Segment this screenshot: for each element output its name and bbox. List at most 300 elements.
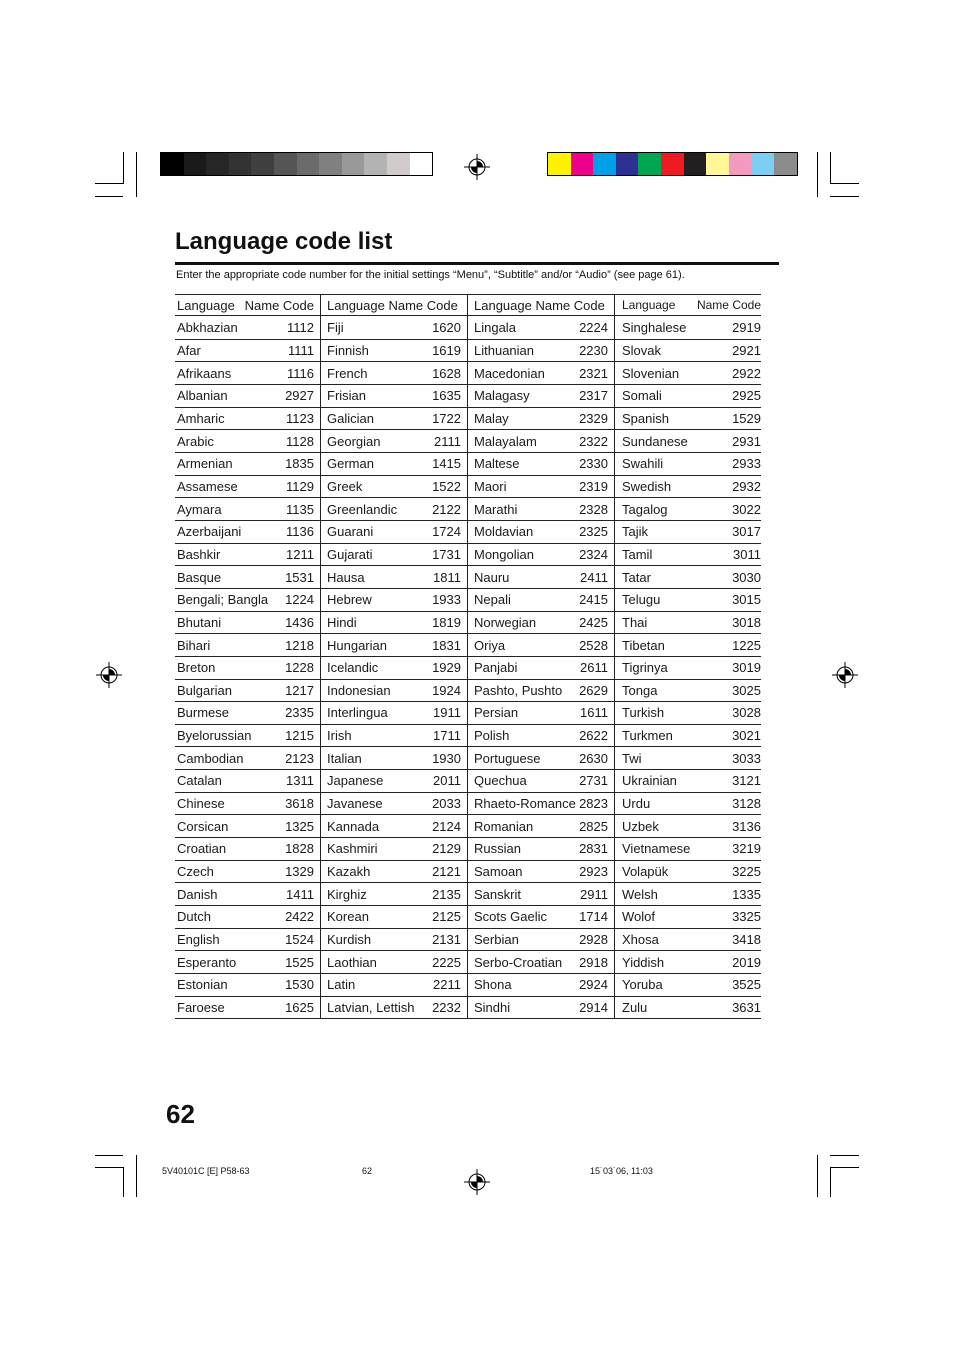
language-name: Kirghiz bbox=[327, 886, 367, 902]
crop-mark bbox=[123, 1167, 124, 1197]
color-swatch bbox=[638, 153, 661, 175]
table-row bbox=[468, 612, 614, 635]
table-row bbox=[175, 680, 320, 703]
crop-mark bbox=[95, 183, 123, 184]
color-swatch bbox=[364, 153, 387, 175]
crop-mark bbox=[830, 1167, 859, 1168]
language-name: Polish bbox=[474, 728, 510, 744]
table-row bbox=[175, 815, 320, 838]
language-name: Afar bbox=[177, 342, 201, 358]
table-row bbox=[615, 770, 761, 793]
language-name: Bashkir bbox=[177, 546, 221, 562]
table-row bbox=[321, 589, 467, 612]
table-row bbox=[175, 521, 320, 544]
crop-mark bbox=[830, 1155, 859, 1156]
table-row bbox=[321, 521, 467, 544]
table-row bbox=[321, 566, 467, 589]
language-code: 1123 bbox=[286, 410, 314, 426]
table-row bbox=[615, 883, 761, 906]
language-name: Singhalese bbox=[622, 320, 687, 336]
crop-mark bbox=[830, 1167, 831, 1197]
language-name: Estonian bbox=[177, 977, 228, 993]
language-code: 3011 bbox=[733, 546, 761, 562]
language-name: Assamese bbox=[177, 478, 238, 494]
language-name: Turkish bbox=[622, 705, 665, 721]
table-row bbox=[175, 408, 320, 431]
language-name: Bihari bbox=[177, 637, 211, 653]
language-code: 1525 bbox=[285, 954, 314, 970]
language-code: 2629 bbox=[579, 682, 608, 698]
language-code: 1211 bbox=[286, 546, 314, 562]
language-name: Finnish bbox=[327, 342, 369, 358]
table-column-2 bbox=[320, 294, 467, 1019]
table-column-3 bbox=[467, 294, 614, 1019]
table-row bbox=[468, 589, 614, 612]
language-name: Slovak bbox=[622, 342, 662, 358]
language-name: Marathi bbox=[474, 501, 518, 517]
table-row bbox=[321, 634, 467, 657]
table-row bbox=[321, 498, 467, 521]
language-name: Bulgarian bbox=[177, 682, 232, 698]
language-name: Hebrew bbox=[327, 592, 372, 608]
language-name: Laothian bbox=[327, 954, 377, 970]
language-code: 2225 bbox=[432, 954, 461, 970]
table-row bbox=[468, 680, 614, 703]
language-name: Malayalam bbox=[474, 433, 537, 449]
table-row bbox=[468, 430, 614, 453]
language-code: 1215 bbox=[285, 728, 314, 744]
language-name: Yoruba bbox=[622, 977, 663, 993]
language-code-table bbox=[175, 294, 761, 1019]
language-code: 1415 bbox=[432, 456, 461, 472]
language-code: 2124 bbox=[432, 818, 461, 834]
table-row bbox=[175, 883, 320, 906]
table-row bbox=[615, 476, 761, 499]
table-row bbox=[175, 838, 320, 861]
table-row bbox=[468, 929, 614, 952]
language-code: 3325 bbox=[732, 909, 761, 925]
language-code: 3225 bbox=[732, 864, 761, 880]
table-row bbox=[175, 634, 320, 657]
language-name: Corsican bbox=[177, 818, 229, 834]
language-name: Somali bbox=[622, 388, 662, 404]
table-row bbox=[468, 906, 614, 929]
title-rule bbox=[175, 262, 779, 265]
table-row bbox=[468, 657, 614, 680]
table-row bbox=[468, 566, 614, 589]
table-row bbox=[321, 702, 467, 725]
language-code: 3028 bbox=[732, 705, 761, 721]
table-row bbox=[615, 815, 761, 838]
table-row bbox=[468, 544, 614, 567]
table-row bbox=[615, 589, 761, 612]
table-row bbox=[175, 951, 320, 974]
language-name: Hindi bbox=[327, 614, 357, 630]
language-name: Lithuanian bbox=[474, 342, 534, 358]
language-name: Swahili bbox=[622, 456, 664, 472]
language-name: Malay bbox=[474, 410, 509, 426]
table-row bbox=[615, 408, 761, 431]
table-row bbox=[321, 544, 467, 567]
language-code: 1722 bbox=[432, 410, 461, 426]
language-code: 2911 bbox=[580, 886, 608, 902]
table-row bbox=[615, 974, 761, 997]
language-name: Shona bbox=[474, 977, 512, 993]
language-name: Catalan bbox=[177, 773, 222, 789]
table-row bbox=[321, 815, 467, 838]
language-name: Cambodian bbox=[177, 750, 244, 766]
language-name: Tigrinya bbox=[622, 660, 668, 676]
language-name: Maltese bbox=[474, 456, 520, 472]
page-number: 62 bbox=[166, 1099, 195, 1129]
color-swatch bbox=[548, 153, 571, 175]
registration-mark-icon bbox=[464, 1169, 490, 1195]
language-name: Samoan bbox=[474, 864, 523, 880]
language-code: 2317 bbox=[579, 388, 608, 404]
color-swatch bbox=[774, 153, 797, 175]
table-row bbox=[321, 680, 467, 703]
language-code: 2528 bbox=[579, 637, 608, 653]
language-name: Armenian bbox=[177, 456, 233, 472]
table-row bbox=[175, 725, 320, 748]
table-row bbox=[468, 408, 614, 431]
language-name: Norwegian bbox=[474, 614, 537, 630]
language-code: 1831 bbox=[432, 637, 461, 653]
language-code: 1619 bbox=[432, 342, 461, 358]
table-row bbox=[321, 612, 467, 635]
color-swatch bbox=[661, 153, 684, 175]
table-row bbox=[615, 544, 761, 567]
registration-mark-icon bbox=[832, 662, 858, 688]
language-code: 3018 bbox=[732, 614, 761, 630]
language-code: 2914 bbox=[579, 1000, 608, 1016]
color-swatch bbox=[251, 153, 274, 175]
language-code: 2328 bbox=[579, 501, 608, 517]
language-code: 2925 bbox=[732, 388, 761, 404]
language-code: 1711 bbox=[433, 728, 461, 744]
language-code: 2731 bbox=[579, 773, 608, 789]
language-name: Bhutani bbox=[177, 614, 222, 630]
table-row bbox=[321, 974, 467, 997]
column-header bbox=[615, 294, 761, 316]
language-code: 1522 bbox=[432, 478, 461, 494]
language-code: 1116 bbox=[287, 365, 314, 381]
language-code: 3128 bbox=[732, 796, 761, 812]
language-code: 1530 bbox=[285, 977, 314, 993]
language-name: French bbox=[327, 365, 368, 381]
language-name: Georgian bbox=[327, 433, 381, 449]
table-row bbox=[321, 725, 467, 748]
table-row bbox=[468, 476, 614, 499]
footer-left: 5V40101C [E] P58-63 bbox=[162, 1166, 250, 1176]
language-code: 2921 bbox=[732, 342, 761, 358]
table-row bbox=[615, 997, 761, 1020]
language-code: 2928 bbox=[579, 932, 608, 948]
language-code: 2211 bbox=[433, 977, 461, 993]
crop-mark bbox=[830, 152, 831, 184]
language-code: 1217 bbox=[285, 682, 314, 698]
language-code: 1929 bbox=[432, 660, 461, 676]
language-name: Urdu bbox=[622, 796, 651, 812]
language-name: Hausa bbox=[327, 569, 365, 585]
crop-mark bbox=[830, 183, 859, 184]
language-code: 2411 bbox=[580, 569, 608, 585]
language-name: Uzbek bbox=[622, 818, 659, 834]
table-row bbox=[175, 747, 320, 770]
table-row bbox=[321, 430, 467, 453]
table-row bbox=[615, 612, 761, 635]
language-code: 1325 bbox=[285, 818, 314, 834]
table-row bbox=[468, 997, 614, 1020]
footer-right: 15˙03˙06, 11:03 bbox=[590, 1166, 653, 1176]
table-row bbox=[321, 453, 467, 476]
table-row bbox=[175, 430, 320, 453]
language-name: Wolof bbox=[622, 909, 655, 925]
table-row bbox=[615, 793, 761, 816]
table-row bbox=[321, 408, 467, 431]
language-name: Latvian, Lettish bbox=[327, 1000, 415, 1016]
table-row bbox=[321, 861, 467, 884]
language-code: 1933 bbox=[432, 592, 461, 608]
crop-mark bbox=[136, 152, 137, 197]
language-name: Albanian bbox=[177, 388, 228, 404]
language-code: 1924 bbox=[432, 682, 461, 698]
table-row bbox=[175, 906, 320, 929]
table-row bbox=[468, 521, 614, 544]
language-name: Persian bbox=[474, 705, 519, 721]
language-name: Abkhazian bbox=[177, 320, 238, 336]
language-name: Aymara bbox=[177, 501, 222, 517]
table-row bbox=[468, 340, 614, 363]
table-row bbox=[321, 317, 467, 340]
page-title: Language code list bbox=[175, 228, 393, 255]
language-name: Tonga bbox=[622, 682, 658, 698]
language-name: Latin bbox=[327, 977, 356, 993]
language-name: Sundanese bbox=[622, 433, 688, 449]
language-name: Kashmiri bbox=[327, 841, 378, 857]
crop-mark bbox=[817, 1155, 818, 1197]
crop-mark bbox=[95, 196, 123, 197]
language-name: Telugu bbox=[622, 592, 661, 608]
table-row bbox=[321, 793, 467, 816]
language-name: Oriya bbox=[474, 637, 506, 653]
color-swatch bbox=[706, 153, 729, 175]
language-code: 2611 bbox=[580, 660, 608, 676]
table-row bbox=[175, 657, 320, 680]
footer-center: 62 bbox=[362, 1166, 373, 1176]
table-row bbox=[468, 951, 614, 974]
language-code: 2425 bbox=[579, 614, 608, 630]
table-row bbox=[175, 612, 320, 635]
language-code: 2111 bbox=[434, 433, 461, 449]
language-code: 1129 bbox=[286, 478, 314, 494]
language-name: Serbo-Croatian bbox=[474, 954, 563, 970]
language-code: 2135 bbox=[432, 886, 461, 902]
column-header bbox=[321, 294, 467, 316]
language-code: 2922 bbox=[732, 365, 761, 381]
language-name: Macedonian bbox=[474, 365, 545, 381]
language-code: 1228 bbox=[285, 660, 314, 676]
table-row bbox=[468, 861, 614, 884]
color-swatch bbox=[751, 153, 774, 175]
color-swatch bbox=[229, 153, 252, 175]
table-row bbox=[615, 521, 761, 544]
language-name: Tagalog bbox=[622, 501, 668, 517]
color-swatch bbox=[161, 153, 184, 175]
table-row bbox=[615, 951, 761, 974]
language-code: 1611 bbox=[580, 705, 608, 721]
language-name: Sindhi bbox=[474, 1000, 511, 1016]
language-name: Korean bbox=[327, 909, 369, 925]
table-row bbox=[468, 815, 614, 838]
language-name: Greek bbox=[327, 478, 363, 494]
color-swatch bbox=[387, 153, 410, 175]
table-row bbox=[175, 385, 320, 408]
language-name: Esperanto bbox=[177, 954, 237, 970]
table-row bbox=[175, 362, 320, 385]
language-code: 2932 bbox=[732, 478, 761, 494]
language-code: 3219 bbox=[732, 841, 761, 857]
language-code: 1930 bbox=[432, 750, 461, 766]
language-code: 2319 bbox=[579, 478, 608, 494]
language-name: Volapük bbox=[622, 864, 669, 880]
table-row bbox=[468, 838, 614, 861]
language-name: Breton bbox=[177, 660, 216, 676]
language-name: Yiddish bbox=[622, 954, 665, 970]
table-row bbox=[321, 951, 467, 974]
table-row bbox=[468, 634, 614, 657]
language-name: Welsh bbox=[622, 886, 658, 902]
color-swatch bbox=[593, 153, 616, 175]
table-row bbox=[615, 362, 761, 385]
table-row bbox=[468, 385, 614, 408]
language-name: Guarani bbox=[327, 524, 374, 540]
table-row bbox=[321, 476, 467, 499]
language-code: 1731 bbox=[432, 546, 461, 562]
table-row bbox=[175, 476, 320, 499]
table-column-1 bbox=[175, 294, 320, 1019]
table-row bbox=[615, 725, 761, 748]
table-row bbox=[321, 362, 467, 385]
crop-mark bbox=[95, 1167, 123, 1168]
language-code: 1524 bbox=[285, 932, 314, 948]
language-code: 1911 bbox=[433, 705, 461, 721]
language-name: Indonesian bbox=[327, 682, 391, 698]
language-code: 2121 bbox=[432, 864, 461, 880]
language-code: 3030 bbox=[732, 569, 761, 585]
language-name: Danish bbox=[177, 886, 218, 902]
language-code: 2224 bbox=[579, 320, 608, 336]
language-code: 1111 bbox=[287, 342, 314, 358]
language-code: 2630 bbox=[579, 750, 608, 766]
language-code: 1529 bbox=[732, 410, 761, 426]
table-row bbox=[468, 883, 614, 906]
language-code: 1635 bbox=[432, 388, 461, 404]
language-name: Gujarati bbox=[327, 546, 373, 562]
language-name: Japanese bbox=[327, 773, 384, 789]
language-name: Sanskrit bbox=[474, 886, 521, 902]
language-name: Malagasy bbox=[474, 388, 530, 404]
crop-mark bbox=[136, 1155, 137, 1197]
language-code: 2918 bbox=[579, 954, 608, 970]
table-row bbox=[468, 453, 614, 476]
language-name: Tibetan bbox=[622, 637, 665, 653]
language-code: 2823 bbox=[579, 796, 608, 812]
language-name: Irish bbox=[327, 728, 352, 744]
language-code: 1811 bbox=[433, 569, 461, 585]
language-name: German bbox=[327, 456, 374, 472]
language-code: 2123 bbox=[285, 750, 314, 766]
table-row bbox=[175, 861, 320, 884]
language-name: Frisian bbox=[327, 388, 367, 404]
language-name: Vietnamese bbox=[622, 841, 691, 857]
language-name: Amharic bbox=[177, 410, 225, 426]
language-code: 3618 bbox=[285, 796, 314, 812]
table-row bbox=[175, 702, 320, 725]
language-name: Moldavian bbox=[474, 524, 534, 540]
language-code: 2321 bbox=[579, 365, 608, 381]
language-code: 2011 bbox=[433, 773, 461, 789]
language-name: Slovenian bbox=[622, 365, 680, 381]
language-code: 2033 bbox=[432, 796, 461, 812]
language-code: 2919 bbox=[732, 320, 761, 336]
language-code: 2622 bbox=[579, 728, 608, 744]
language-name: English bbox=[177, 932, 220, 948]
table-row bbox=[468, 793, 614, 816]
language-code: 2019 bbox=[732, 954, 761, 970]
table-row bbox=[615, 657, 761, 680]
table-row bbox=[321, 340, 467, 363]
language-name: Thai bbox=[622, 614, 648, 630]
table-row bbox=[615, 702, 761, 725]
language-name: Twi bbox=[622, 750, 642, 766]
language-code: 3022 bbox=[732, 501, 761, 517]
color-swatch bbox=[684, 153, 707, 175]
table-row bbox=[175, 997, 320, 1020]
language-code: 1625 bbox=[285, 1000, 314, 1016]
language-name: Lingala bbox=[474, 320, 516, 336]
table-row bbox=[321, 906, 467, 929]
language-code: 2325 bbox=[579, 524, 608, 540]
table-row bbox=[615, 929, 761, 952]
grayscale-calibration-bar bbox=[160, 152, 433, 176]
language-code: 2232 bbox=[432, 1000, 461, 1016]
color-swatch bbox=[319, 153, 342, 175]
table-row bbox=[615, 453, 761, 476]
language-name: Rhaeto-Romance bbox=[474, 796, 576, 812]
language-name: Romanian bbox=[474, 818, 534, 834]
language-code: 2324 bbox=[579, 546, 608, 562]
language-code: 3033 bbox=[732, 750, 761, 766]
table-row bbox=[175, 770, 320, 793]
language-name: Tamil bbox=[622, 546, 653, 562]
intro-text: Enter the appropriate code number for the initial settings “Menu”, “Subtitle” and/or “Audio” (see page 61). bbox=[176, 269, 685, 281]
language-name: Russian bbox=[474, 841, 521, 857]
language-name: Panjabi bbox=[474, 660, 518, 676]
language-code: 2931 bbox=[732, 433, 761, 449]
color-swatch bbox=[729, 153, 752, 175]
language-name: Afrikaans bbox=[177, 365, 232, 381]
language-code: 3525 bbox=[732, 977, 761, 993]
language-code: 2131 bbox=[432, 932, 461, 948]
column-header-code: Name Code bbox=[244, 297, 314, 313]
language-code: 3017 bbox=[732, 524, 761, 540]
language-name: Quechua bbox=[474, 773, 527, 789]
color-swatch bbox=[616, 153, 639, 175]
color-swatch bbox=[297, 153, 320, 175]
language-name: Ukrainian bbox=[622, 773, 677, 789]
language-code: 2924 bbox=[579, 977, 608, 993]
